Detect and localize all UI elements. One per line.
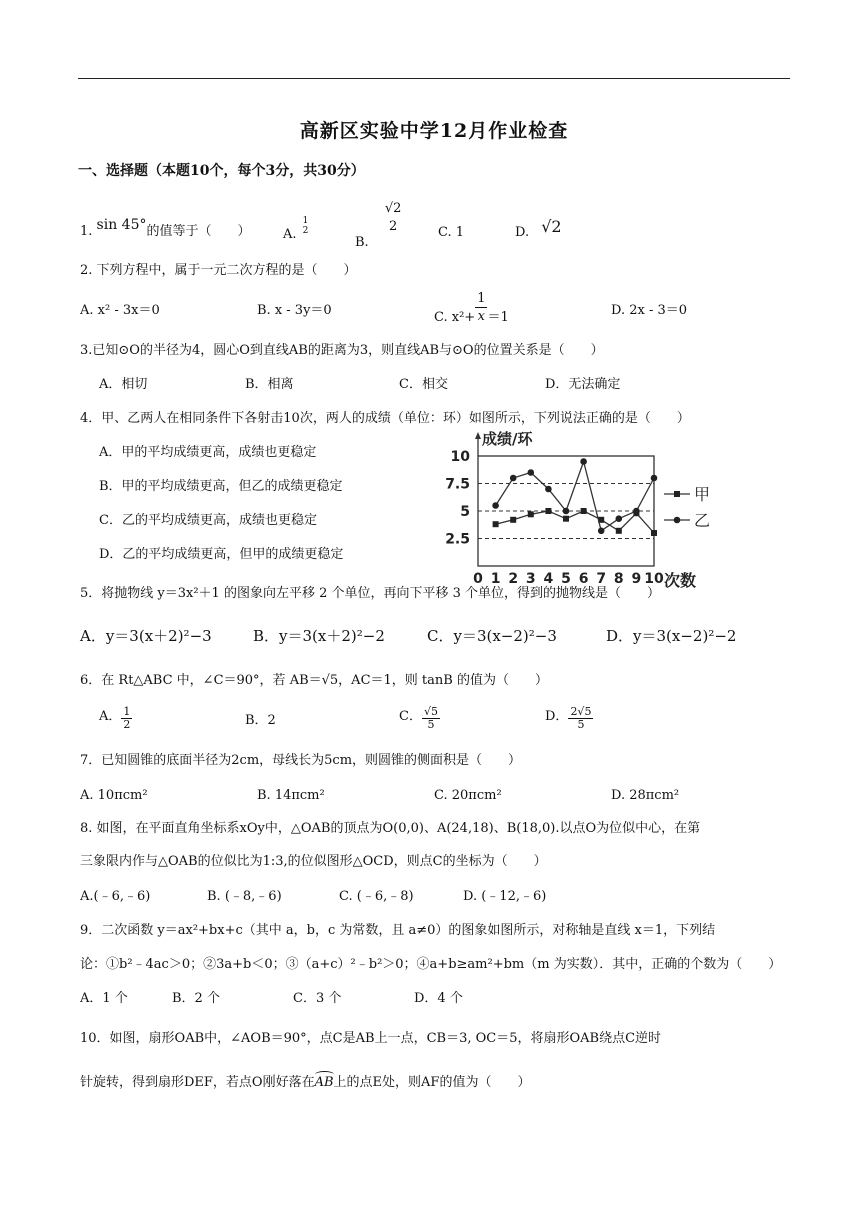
x-axis-label: 次数: [664, 571, 697, 590]
q1-a-num: 1: [302, 216, 309, 226]
jia-point: [616, 528, 622, 534]
y-tick-label: 5: [460, 504, 470, 520]
q2-option-a: A. x² - 3x＝0: [80, 303, 160, 318]
yi-point: [528, 469, 535, 476]
question-10-line-1: 10．如图，扇形OAB中，∠AOB＝90°，点C是AB上一点，CB＝3, OC＝5，将扇形OAB绕点C逆时: [80, 1031, 662, 1046]
q10-line2-post: 上的点E处，则AF的值为（ ）: [333, 1075, 531, 1090]
question-5: 5．将抛物线 y＝3x²＋1 的图象向左平移 2 个单位，再向下平移 3 个单位，得到的抛物线是（ ）: [80, 586, 661, 601]
x-tick-label: 9: [631, 571, 642, 587]
q6-d-fraction: [568, 706, 593, 731]
q9-option-a: A．1 个: [80, 991, 128, 1006]
x-tick-label: 7: [596, 571, 607, 587]
q7-option-d: D. 28πcm²: [611, 788, 680, 803]
y-axis-label: 成绩/环: [482, 430, 533, 448]
question-3: 3.已知⊙O的半径为4，圆心O到直线AB的距离为3，则直线AB与⊙O的位置关系是（ ）: [80, 343, 604, 358]
top-rule: [78, 78, 790, 79]
legend-circle-marker: [674, 517, 681, 524]
q2-c-fraction: [475, 290, 487, 325]
question-2: 2. 下列方程中，属于一元二次方程的是（ ）: [80, 263, 357, 278]
q9-option-c: C．3 个: [293, 991, 342, 1006]
q2-c-den: x: [477, 309, 485, 324]
q2-c-pre: C. x²+: [434, 310, 476, 325]
q7-option-c: C. 20πcm²: [434, 788, 502, 803]
q6-a-den: 2: [123, 718, 131, 731]
q10-arc-ab: AB: [314, 1075, 334, 1090]
yi-point: [633, 508, 640, 515]
q1-a-den: 2: [302, 226, 309, 236]
q1-b-fraction: [383, 200, 404, 236]
q3-option-d: D．无法确定: [545, 377, 621, 392]
question-9-line-1: 9．二次函数 y＝ax²+bx+c（其中 a，b，c 为常数，且 a≠0）的图象如图所示，对称轴是直线 x＝1，下列结: [80, 923, 716, 938]
q1-number: 1.: [80, 224, 93, 239]
y-tick-label: 2.5: [445, 531, 470, 548]
q1-b-den: 2: [388, 219, 398, 234]
q9-option-d: D．4 个: [414, 991, 463, 1006]
q1-a-fraction: [301, 216, 311, 236]
q1-text: 的值等于（ ）: [146, 224, 251, 239]
q10-line2-pre: 针旋转，得到扇形DEF，若点O刚好落在: [80, 1075, 315, 1090]
q1-option-d: [515, 217, 562, 242]
jia-point: [510, 517, 516, 523]
yi-point: [598, 528, 605, 535]
y-axis-arrow: [475, 432, 481, 439]
question-9-line-2: 论：①b²﹣4ac＞0；②3a+b＜0；③（a+c）²﹣b²＞0；④a+b≥am²+bm（m 为实数）．其中，正确的个数为（ ）: [80, 957, 782, 972]
legend-square-marker: [674, 491, 680, 497]
x-tick-label: 1: [490, 571, 501, 587]
q1-option-c: C. 1: [438, 225, 465, 240]
yi-point: [545, 486, 552, 493]
jia-point: [528, 511, 534, 517]
q2-c-num: 1: [477, 291, 486, 306]
jia-point: [493, 521, 499, 527]
x-tick-label: 5: [561, 571, 571, 587]
page-title: 高新区实验中学12月作业检查: [299, 120, 569, 142]
q3-option-b: B．相离: [245, 377, 294, 392]
yi-point: [563, 508, 570, 515]
q4-option-a: A．甲的平均成绩更高，成绩也更稳定: [99, 445, 317, 460]
section-heading: 一、选择题（本题10个，每个3分，共30分）: [78, 163, 365, 179]
q6-option-c: [399, 706, 440, 731]
y-tick-label: 7.5: [445, 476, 470, 493]
x-tick-label: 0: [473, 571, 483, 587]
q6-option-b: B．2: [245, 713, 276, 728]
q6-option-d: [545, 706, 593, 731]
x-tick-label: 4: [543, 571, 554, 587]
legend-label-1: 乙: [694, 511, 711, 530]
question-8-line-1: 8. 如图，在平面直角坐标系xOy中，△OAB的顶点为O(0,0)、A(24,18)、B(18,0).以点O为位似中心，在第: [80, 821, 701, 836]
question-8-line-2: 三象限内作与△OAB的位似比为1:3,的位似图形△OCD，则点C的坐标为（ ）: [80, 854, 547, 869]
q3-option-a: A．相切: [99, 377, 148, 392]
score-line-chart: [440, 428, 730, 590]
q7-option-b: B. 14πcm²: [257, 788, 325, 803]
q9-option-b: B．2 个: [172, 991, 220, 1006]
q6-c-fraction: [422, 706, 440, 731]
q2-c-post: ＝1: [487, 310, 509, 325]
q6-a-fraction: [121, 706, 132, 731]
q8-option-d: D. (﹣12,﹣6): [463, 889, 547, 904]
q8-option-b: B. (﹣8,﹣6): [207, 889, 282, 904]
q1-a-label: A.: [283, 226, 297, 242]
q6-c-den: 5: [427, 718, 435, 731]
q1-option-b: [355, 200, 403, 250]
q8-option-c: C. (﹣6,﹣8): [339, 889, 414, 904]
y-tick-label: 10: [450, 449, 470, 465]
q6-d-den: 5: [577, 718, 585, 731]
yi-point: [580, 458, 587, 465]
q6-a-num: 1: [123, 705, 131, 718]
q4-option-c: C．乙的平均成绩更高，成绩也更稳定: [99, 513, 317, 528]
q1-option-a: [283, 216, 310, 242]
yi-point: [510, 475, 517, 482]
yi-point: [616, 515, 623, 522]
q1-expression: sin 45°: [96, 217, 147, 233]
x-tick-label: 6: [578, 571, 589, 587]
q6-option-a: [99, 706, 132, 731]
x-tick-label: 2: [508, 571, 519, 587]
q4-option-b: B．甲的平均成绩更高，但乙的成绩更稳定: [99, 479, 343, 494]
jia-point: [545, 508, 551, 514]
question-4: 4．甲、乙两人在相同条件下各射击10次，两人的成绩（单位：环）如图所示，下列说法正确的是（ ）: [80, 411, 690, 426]
x-tick-label: 10: [644, 571, 664, 587]
q5-option-a: A．y＝3(x＋2)²−3: [80, 627, 212, 645]
q1-b-label: B.: [355, 234, 369, 250]
q4-option-d: D．乙的平均成绩更高，但甲的成绩更稳定: [99, 547, 344, 562]
q1-d-label: D.: [515, 225, 530, 240]
question-6: 6．在 Rt△ABC 中，∠C＝90°，若 AB＝√5，AC＝1，则 tanB 的值为（ ）: [80, 673, 548, 688]
series-line-yi: [496, 462, 654, 531]
q2-option-d: D. 2x - 3＝0: [611, 303, 688, 318]
x-tick-label: 3: [525, 571, 536, 587]
question-1: [80, 217, 251, 241]
q1-d-value: √2: [541, 217, 562, 236]
q6-d-num: 2√5: [570, 705, 592, 718]
jia-point: [581, 508, 587, 514]
x-tick-label: 8: [613, 571, 624, 587]
q6-c-num: √5: [423, 705, 438, 718]
yi-point: [651, 475, 658, 482]
q5-option-d: D．y＝3(x−2)²−2: [606, 627, 737, 645]
q1-b-num: √2: [384, 201, 402, 216]
q2-option-c: [434, 290, 509, 325]
q8-option-a: A.(﹣6,﹣6): [80, 889, 151, 904]
legend-label-0: 甲: [694, 485, 711, 504]
jia-point: [651, 530, 657, 536]
q6-a-label: A．: [99, 709, 122, 724]
q3-option-c: C．相交: [399, 377, 448, 392]
q5-option-c: C．y＝3(x−2)²−3: [427, 627, 557, 645]
jia-point: [563, 516, 569, 522]
q6-c-label: C．: [399, 709, 422, 724]
yi-point: [492, 502, 499, 509]
q5-option-b: B．y＝3(x＋2)²−2: [253, 627, 385, 645]
q2-option-b: B. x - 3y＝0: [257, 303, 332, 318]
question-10-line-2: [80, 1074, 530, 1092]
question-7: 7．已知圆锥的底面半径为2cm，母线长为5cm，则圆锥的侧面积是（ ）: [80, 753, 522, 768]
q6-d-label: D．: [545, 709, 569, 724]
q7-option-a: A. 10πcm²: [80, 788, 148, 803]
